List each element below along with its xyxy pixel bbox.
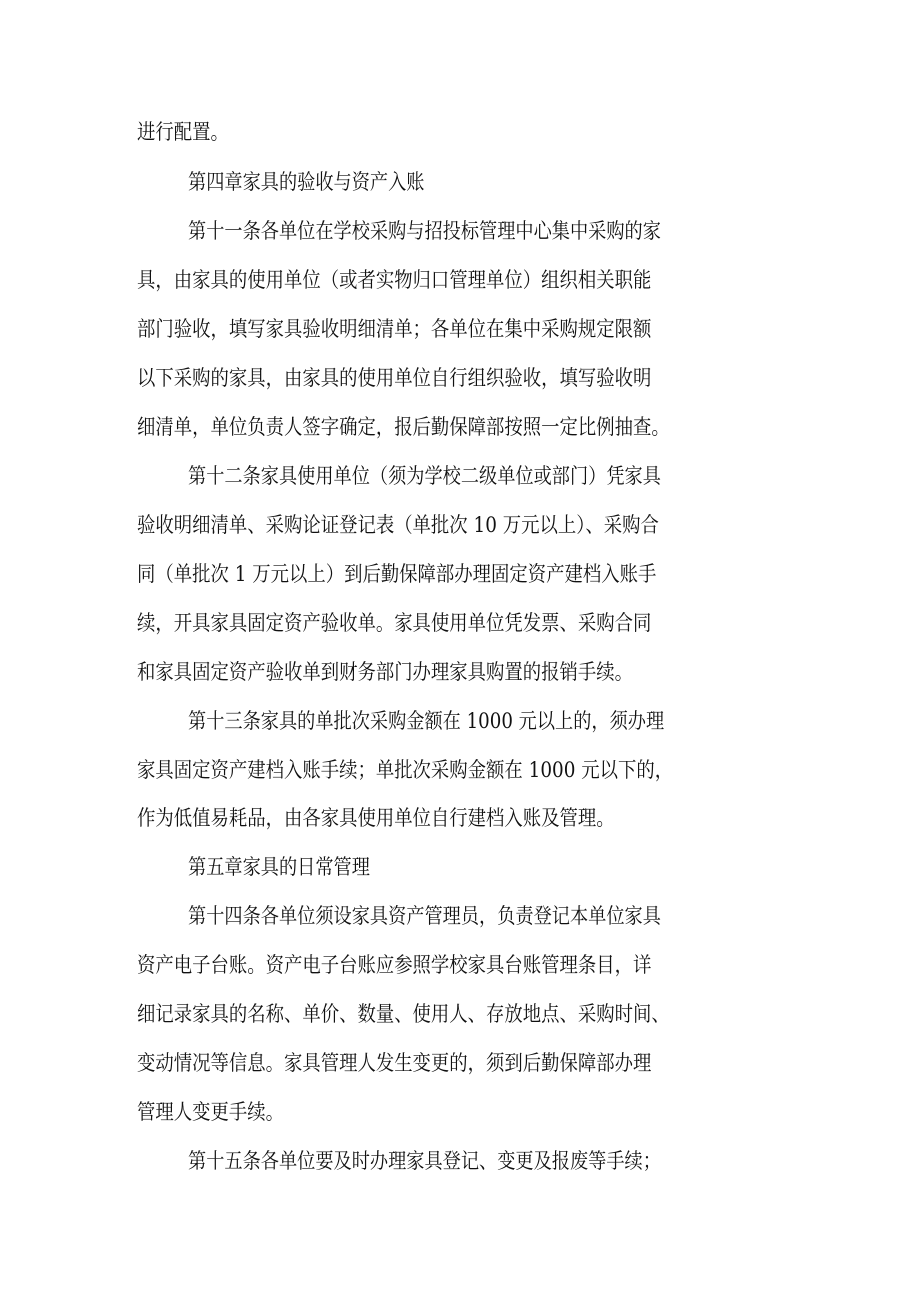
line-text: 具，由家具的使用单位（或者实物归口管理单位）组织相关职能 — [137, 268, 652, 292]
line-text: 第十二条家具使用单位（须为学校二级单位或部门）凭家具 — [188, 464, 661, 488]
article-first-line — [0, 900, 920, 932]
line-text: 和家具固定资产验收单到财务部门办理家具购置的报销手续。 — [137, 660, 634, 684]
line-text: 细清单，单位负责人签字确定，报后勤保障部按照一定比例抽查。 — [137, 415, 670, 439]
body-line — [0, 607, 920, 639]
line-text: 资产电子台账。资产电子台账应参照学校家具台账管理条目，详 — [137, 953, 652, 977]
line-text: 第四章家具的验收与资产入账 — [188, 170, 425, 194]
line-text: 第十一条各单位在学校采购与招投标管理中心集中采购的家 — [188, 219, 661, 243]
article-first-line — [0, 705, 920, 737]
body-line — [0, 949, 920, 981]
body-line — [0, 1096, 920, 1128]
chapter-heading — [0, 851, 920, 883]
line-text: 第十五条各单位要及时办理家具登记、变更及报废等手续； — [188, 1149, 661, 1173]
line-text: 部门验收，填写家具验收明细清单；各单位在集中采购规定限额 — [137, 317, 652, 341]
line-text: 第十四条各单位须设家具资产管理员，负责登记本单位家具 — [188, 904, 661, 928]
body-line — [0, 509, 920, 541]
body-line — [0, 656, 920, 688]
chapter-heading — [0, 166, 920, 198]
line-text: 第十三条家具的单批次采购金额在 1000 元以上的，须办理 — [188, 709, 665, 733]
body-line — [0, 998, 920, 1030]
body-line — [0, 411, 920, 443]
body-line — [0, 362, 920, 394]
body-line — [0, 558, 920, 590]
article-first-line — [0, 460, 920, 492]
line-text: 续，开具家具固定资产验收单。家具使用单位凭发票、采购合同 — [137, 611, 652, 635]
line-text: 管理人变更手续。 — [137, 1100, 284, 1124]
line-text: 作为低值易耗品，由各家具使用单位自行建档入账及管理。 — [137, 806, 615, 830]
line-text: 以下采购的家具，由家具的使用单位自行组织验收，填写验收明 — [137, 366, 652, 390]
body-line — [0, 1047, 920, 1079]
body-line — [0, 802, 920, 834]
line-text: 细记录家具的名称、单价、数量、使用人、存放地点、采购时间、 — [137, 1002, 670, 1026]
body-line — [0, 754, 920, 786]
body-line — [0, 313, 920, 345]
body-line — [0, 264, 920, 296]
article-first-line — [0, 215, 920, 247]
line-text: 进行配置。 — [137, 120, 229, 144]
line-text: 第五章家具的日常管理 — [188, 855, 370, 879]
body-line — [0, 116, 920, 148]
line-text: 家具固定资产建档入账手续；单批次采购金额在 1000 元以下的， — [137, 758, 674, 782]
article-first-line — [0, 1145, 920, 1177]
line-text: 同（单批次 1 万元以上）到后勤保障部办理固定资产建档入账手 — [137, 562, 657, 586]
line-text: 验收明细清单、采购论证登记表（单批次 10 万元以上）、采购合 — [137, 513, 659, 537]
line-text: 变动情况等信息。家具管理人发生变更的，须到后勤保障部办理 — [137, 1051, 652, 1075]
